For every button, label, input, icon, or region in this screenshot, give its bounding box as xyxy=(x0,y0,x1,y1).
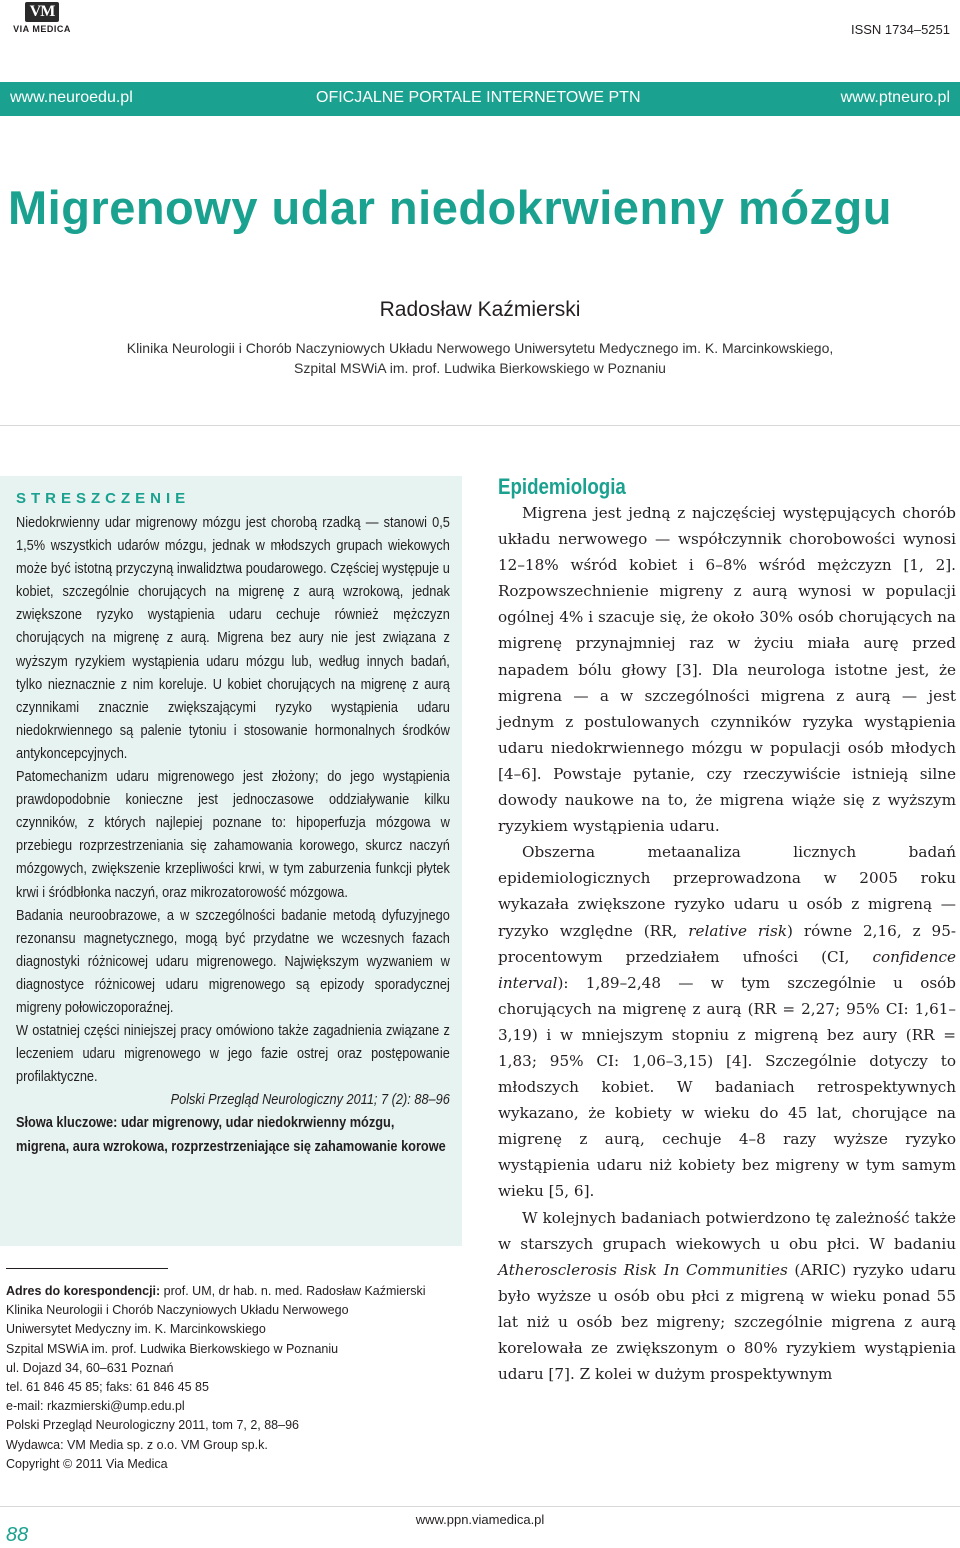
correspondence-label: Adres do korespondencji: xyxy=(6,1284,161,1298)
abstract-paragraph-4: W ostatniej części niniejszej pracy omówiono także zagadnienia związane z leczeniem udaru migrenowego w jego fazie ostrej oraz postępowanie profilaktyczne. xyxy=(16,1023,450,1086)
body-p3-study-name: Atherosclerosis Risk In Communities xyxy=(498,1260,788,1279)
logo-mark: VM xyxy=(25,2,59,22)
correspondence-line-4: Szpital MSWiA im. prof. Ludwika Bierkowskiego w Poznaniu xyxy=(6,1341,339,1356)
body-p2-term-ci: confidence interval xyxy=(498,947,956,992)
section-heading: Epidemiologia xyxy=(498,474,626,499)
correspondence-block xyxy=(6,1282,466,1474)
affiliation xyxy=(120,338,840,378)
affiliation-line-1: Klinika Neurologii i Chorób Naczyniowych Układu Nerwowego Uniwersytetu Medycznego im. K. Marcinkowskiego, xyxy=(126,340,834,356)
correspondence-author: prof. UM, dr hab. n. med. Radosław Kaźmierski xyxy=(160,1284,426,1298)
correspondence-line-9: Wydawca: VM Media sp. z o.o. VM Group sp.k. xyxy=(6,1437,268,1452)
page-number: 88 xyxy=(6,1524,29,1546)
abstract-paragraph-3: Badania neuroobrazowe, a w szczególności badanie metodą dyfuzyjnego rezonansu magnetycznego, mogą być przydatne we wczesnych fazach diagnostyki różnicowej udaru migrenowego. Największym wyzwaniem w diagnostyce różnicowej udaru migrenowego są epizody sporadycznej migreny połowiczoporaźnej. xyxy=(16,907,450,1016)
correspondence-line-6: tel. 61 846 45 85; faks: 61 846 45 85 xyxy=(6,1380,209,1395)
banner-caption: OFICJALNE PORTALE INTERNETOWE PTN xyxy=(316,89,641,106)
publisher-logo xyxy=(6,2,78,38)
body-paragraph-3 xyxy=(498,1205,956,1388)
issn: ISSN 1734–5251 xyxy=(850,22,950,37)
article-title: Migrenowy udar niedokrwienny mózgu xyxy=(8,181,892,234)
correspondence-line-3: Uniwersytet Medyczny im. K. Marcinkowskiego xyxy=(6,1322,266,1337)
abstract-text xyxy=(16,512,450,1159)
abstract-keywords: Słowa kluczowe: udar migrenowy, udar niedokrwienny mózgu, migrena, aura wzrokowa, rozprzestrzeniające się zahamowanie korowe xyxy=(16,1115,446,1155)
author-name: Radosław Kaźmierski xyxy=(379,298,581,321)
abstract-citation: Polski Przegląd Neurologiczny 2011; 7 (2): 88–96 xyxy=(170,1092,450,1109)
body-p2-part-a: Obszerna metaanaliza licznych badań epidemiologicznych przeprowadzona w 2005 roku wykazała zwiększone ryzyko udaru u osób z migreną — ryzyko względne (RR, xyxy=(498,843,956,940)
body-p3-part-a: W kolejnych badaniach potwierdzono tę zależność także w starszych grupach wiekowych u obu płci. W badaniu xyxy=(498,1208,956,1253)
abstract-heading: STRESZCZENIE xyxy=(16,490,191,507)
abstract-paragraph-2: Patomechanizm udaru migrenowego jest złożony; do jego wystąpienia prawdopodobnie konieczne jest jednoczasowe oddziaływanie kilku czynników, z których najlepiej poznane to: hipoperfuzja mózgowa w przebiegu rozprzestrzeniania się zahamowania korowego, skurcz naczyń mózgowych, zwiększenie krzepliwości krwi, w tym zaburzenia funkcji płytek krwi i śródbłonka naczyń, oraz mikrozatorowość mózgowa. xyxy=(16,769,450,901)
body-text xyxy=(498,500,956,1387)
header-divider xyxy=(0,425,960,426)
correspondence-email[interactable]: e-mail: rkazmierski@ump.edu.pl xyxy=(6,1399,185,1414)
journal-url[interactable]: www.ppn.viamedica.pl xyxy=(415,1512,545,1527)
banner-link-neuroedu[interactable]: www.neuroedu.pl xyxy=(10,89,133,106)
correspondence-divider xyxy=(6,1268,168,1269)
correspondence-line-8: Polski Przegląd Neurologiczny 2011, tom 7, 2, 88–96 xyxy=(6,1418,299,1433)
correspondence-line-2: Klinika Neurologii i Chorób Naczyniowych Układu Nerwowego xyxy=(6,1303,349,1318)
affiliation-line-2: Szpital MSWiA im. prof. Ludwika Bierkowskiego w Poznaniu xyxy=(294,360,666,376)
body-p3-part-c: (ARIC) ryzyko udaru było wyższe u osób obu płci z migreną w wieku ponad 55 lat niż u osób bez migreny; szczególnie migrena z aurą korelowała ze zwiększonym o 80% ryzykiem wystąpienia udaru [7]. Z kolei w dużym prospektywnym xyxy=(498,1260,956,1384)
body-paragraph-2 xyxy=(498,839,956,1204)
correspondence-line-1 xyxy=(6,1282,466,1301)
portal-banner xyxy=(0,82,960,116)
footer-divider xyxy=(0,1506,960,1507)
abstract-paragraph-1: Niedokrwienny udar migrenowy mózgu jest chorobą rzadką — stanowi 0,5 1,5% wszystkich udarów mózgu, jednak w młodszych grupach wiekowych może być istotną przyczyną inwalidztwa poudarowego. Częściej występuje u kobiet, szczególnie chorujących na migrenę z aurą wzrokową, jednak zwiększone ryzyko wystąpienia udaru cechuje również mężczyzn chorujących na migrenę z aurą. Migrena bez aury nie jest związana z wyższym ryzykiem wystąpienia udaru mózgu lub, według innych badań, tylko nieznacznie z nim koreluje. U kobiet chorujących na migrenę z aurą czynnikami znacznie zwiększającymi ryzyko wystąpienia udaru niedokrwiennego są palenie tytoniu i stosowanie hormonalnych środków antykoncepcyjnych. xyxy=(16,515,450,762)
correspondence-line-5: ul. Dojazd 34, 60–631 Poznań xyxy=(6,1360,174,1375)
logo-text: VIA MEDICA xyxy=(13,24,71,34)
banner-link-ptneuro[interactable]: www.ptneuro.pl xyxy=(840,89,950,106)
body-p2-part-e: ): 1,89–2,48 — w tym szczególnie u osób chorujących na migrenę z aurą (RR = 2,27; 95% CI: 1,61–3,19) i w mniejszym stopniu z migreną bez aury (RR = 1,83; 95% CI: 1,06–3,15) [4]. Szczególnie dotyczy to młodszych kobiet. W badaniach retrospektywnych wykazano, że kobiety w wieku do 45 lat, chorujące na migrenę z aurą, cechuje 4–8 razy wyższe ryzyko wystąpienia udaru niż kobiety bez migreny w tym samym wieku [5, 6]. xyxy=(498,973,956,1201)
body-paragraph-1: Migrena jest jedną z najczęściej występujących chorób układu nerwowego — współczynnik chorobowości wynosi 12–18% wśród kobiet i 6–8% wśród mężczyzn [1, 2]. Rozpowszechnienie migreny z aurą wynosi w populacji ogólnej 4% i szacuje się, że około 30% osób chorujących na migrenę przynajmniej raz w życiu miała aurę przed napadem bólu głowy [3]. Dla neurologa istotne jest, że migrena — a w szczególności migrena z aurą — jest jednym z postulowanych czynników ryzyka wystąpienia udaru niedokrwiennego mózgu w populacji osób młodych [4–6]. Powstaje pytanie, czy rzeczywiście istnieją silne dowody naukowe na to, że migrena wiąże się z wyższym ryzykiem wystąpienia udaru. xyxy=(498,504,956,836)
correspondence-line-10: Copyright © 2011 Via Medica xyxy=(6,1456,168,1471)
body-p2-term-rr: relative risk xyxy=(688,921,788,940)
body-p2-part-c: ) równe 2,16, z 95-procentowym przedziałem ufności (CI, xyxy=(498,921,956,966)
